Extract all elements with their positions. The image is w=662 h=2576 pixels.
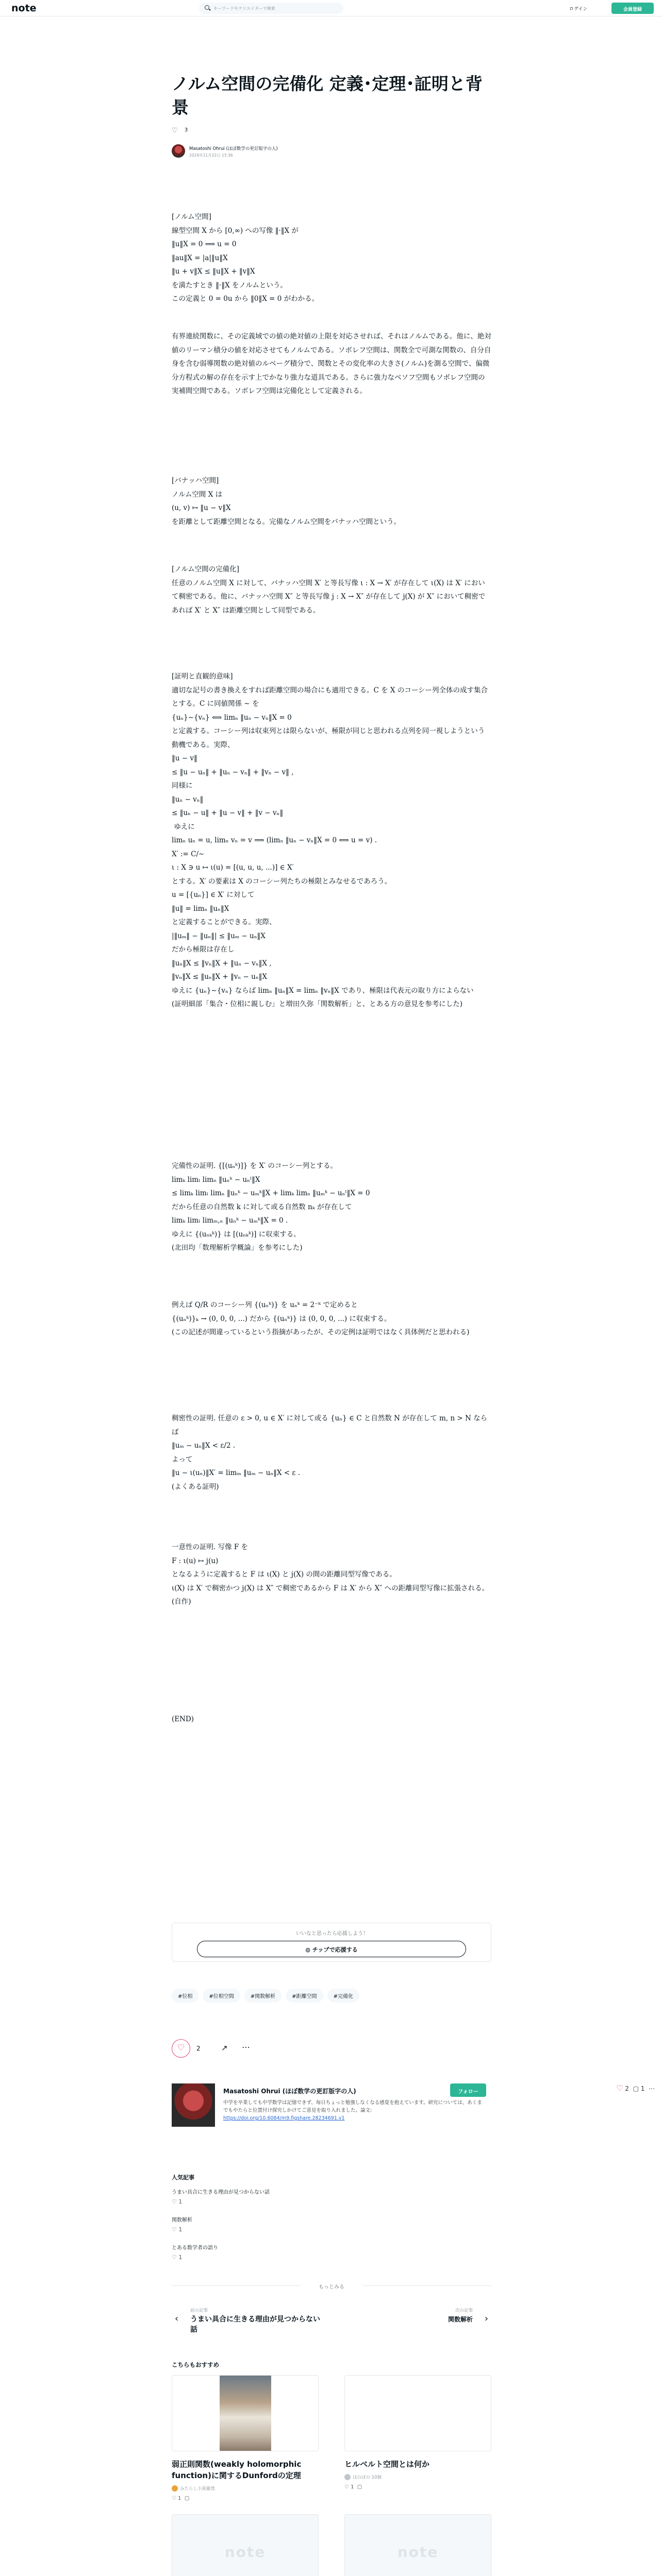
heart-icon[interactable]: ♡	[172, 127, 178, 134]
section-example: 例えば Q/R のコーシー列 {(uₙᵏ)} を uₙᵏ = 2⁻ᵏ で定めると {(uₙᵏ)}ₖ → (0, 0, 0, ...) だから {(uₙᵏ)} は (0, 0, 0, ...) に収束する。 (この記述が間違っているという指摘があったが、その定例は証明ではなく具体例だと思われる)	[172, 1301, 470, 1336]
card-likes: ♡ 1 ▢	[344, 2484, 362, 2490]
article-end: (END)	[172, 1715, 194, 1723]
previous-title: うまい具合に生きる理由が見つからない話	[190, 2315, 320, 2334]
avatar	[172, 2485, 178, 2492]
more-options-icon[interactable]: ⋯	[242, 2042, 251, 2052]
note-watermark: note	[397, 2544, 439, 2561]
tip-icon: ◍	[305, 1946, 312, 1953]
previous-label: 前の記事	[190, 2308, 208, 2313]
popular-article-title: うまい具合に生きる理由が見つからない話	[172, 2190, 270, 2195]
like-count: 2	[196, 2045, 201, 2052]
support-box	[172, 1923, 491, 1962]
thumbnail-photo	[220, 2376, 271, 2451]
profile-bio-text: 中学を卒業しても中学数学は記憶できず、毎日ちょっと勉強しなくなる感覚を抱えています。研究については、あくまでもやたらと位置付け探究しかけてご意見を取り入れました。論文:	[223, 2100, 482, 2113]
card-thumbnail	[344, 2375, 491, 2451]
card-thumbnail	[344, 2514, 491, 2576]
article-actions	[172, 2039, 491, 2060]
card-likes: ♡ 1 ▢	[172, 2496, 190, 2501]
recommendation-card[interactable]	[172, 2514, 319, 2576]
popular-article-title: とある数学者の語り	[172, 2245, 218, 2251]
author-profile-card	[172, 2083, 491, 2156]
chevron-left-icon: ‹	[175, 2313, 179, 2324]
like-count: 1	[178, 2496, 181, 2501]
search-icon	[205, 5, 209, 10]
more-options-icon[interactable]: ⋯	[649, 2085, 655, 2092]
heart-icon[interactable]: ♡	[616, 2083, 623, 2093]
section-completion: [ノルム空間の完備化] 任意のノルム空間 X に対して、バナッハ空間 X′ と等長写像 ι : X → X′ が存在して ι(X) は X′ において稠密である。他に、バナッハ空間 X″ と等長写像 j : X → X″ が存在して j(X) が X″ において稠密であれば X′ と X″ は距離空間として同型である。	[172, 565, 486, 615]
card-title: ヒルベルト空間とは何か	[344, 2460, 430, 2469]
list-item[interactable]	[172, 2243, 491, 2261]
card-author-name: ほのぼの 10個	[353, 2475, 382, 2480]
section-banach-space: [バナッハ空間] ノルム空間 X は (u, v) ↦ ‖u − v‖X を距離として距離空間となる。完備なノルム空間をバナッハ空間という。	[172, 477, 401, 526]
note-watermark: note	[224, 2544, 266, 2561]
tag-list	[172, 1989, 491, 2003]
like-count: 1	[178, 2226, 183, 2233]
avatar[interactable]	[172, 144, 185, 158]
profile-bio	[223, 2099, 486, 2122]
recommendation-card[interactable]	[344, 2375, 491, 2490]
recommendation-card[interactable]	[172, 2375, 319, 2501]
section-uniqueness: 一意性の証明. 写像 F を F : ι(u) ↦ j(u) となるように定義すると F は ι(X) と j(X) の間の距離同型写像である。 ι(X) は X′ で稠密かつ j(X) は X″ で稠密であるから F は X′ から X″ への距離同型写像に拡張される。 (自作)	[172, 1543, 489, 1606]
popular-like: ♡ 1	[172, 2254, 183, 2261]
popular-article-title: 関数解析	[172, 2217, 192, 2223]
author-info	[172, 144, 481, 160]
show-more-link[interactable]: もっとみる	[319, 2284, 344, 2290]
top-bar	[0, 0, 662, 16]
next-title: 関数解析	[448, 2316, 473, 2323]
signup-button[interactable]: 会員登録	[611, 3, 654, 14]
profile-doi-link[interactable]: https://doi.org/10.6084/m9.figshare.28234691.v1	[223, 2115, 345, 2121]
article-title: ノルム空間の完備化 定義･定理･証明と背景	[172, 74, 483, 117]
search-placeholder: キーワードやクリエイターで検索	[213, 6, 275, 11]
next-label: 次の記事	[455, 2308, 473, 2313]
section-proof: [証明と直観的意味] 適切な記号の書き換えをすれば距離空間の場合にも適用できる。C を X のコーシー列全体の成す集合とする。C に同値関係 ∼ を {uₙ}∼{vₙ} ⟺ limₙ ‖uₙ − vₙ‖X = 0 と定義する。コーシー列は収束列とは限らないが、極限が同じと思われる点列を同一視しようという動機である。実際、 ‖u − v‖ ≤ ‖u − uₙ‖ + ‖uₙ − vₙ‖ + ‖vₙ − v‖ , 同様に ‖uₙ − vₙ‖ ≤ ‖uₙ − u‖ + ‖u − v‖ + ‖v − vₙ‖ ゆえに limₙ uₙ = u, limₙ vₙ = v ⟹ (limₙ ‖uₙ − vₙ‖X = 0 ⟺ u = v) . X′ := C/∼ ι : X ∋ u ↦ ι(u) = [(u, u, u, ...)] ∈ X′ とする。X′ の要素は X のコーシー列たちの極限とみなせるであろう。 u = [{uₙ}] ∈ X′ に対して ‖u‖ = limₙ ‖uₙ‖X と定義することができる。実際、 |‖uₘ‖ − ‖uₙ‖| ≤ ‖uₘ − uₙ‖X だから極限は存在し ‖uₙ‖X ≤ ‖vₙ‖X + ‖uₙ − vₙ‖X , ‖vₙ‖X ≤ ‖uₙ‖X + ‖vₙ − uₙ‖X ゆえに {uₙ}∼{vₙ} ならば limₙ ‖uₙ‖X = limₙ ‖vₙ‖X であり、極限は代表元の取り方によらない (証明細部「集合・位相に親しむ」と増田久弥「関数解析」と、とある方の意見を参考にした)	[172, 672, 488, 1008]
recommendation-card[interactable]	[344, 2514, 491, 2576]
profile-name[interactable]: Masatoshi Ohrui (ほぼ数学の更訂版字の人)	[223, 2088, 356, 2095]
note-logo[interactable]: note	[11, 3, 37, 14]
float-comment-count: 1	[640, 2085, 645, 2092]
tag[interactable]: #完備化	[327, 1989, 359, 2003]
like-count: 1	[351, 2484, 354, 2490]
publish-date: 2024年11月22日 15:36	[189, 153, 233, 158]
avatar	[344, 2474, 351, 2480]
like-button[interactable]	[172, 2039, 190, 2058]
card-thumbnail	[172, 2375, 319, 2451]
card-thumbnail	[172, 2514, 319, 2576]
heart-icon: ♡	[177, 2043, 185, 2053]
search-input[interactable]	[199, 3, 343, 14]
comment-icon[interactable]: ▢	[633, 2085, 639, 2092]
section-remark: 有界連続関数に、その定義域での値の絶対値の上限を対応させれば、それはノルムである。他に、絶対値のリーマン積分の値を対応させてもノルムである。ソボレフ空間は、関数全で可測な関数の、自分自身を含む弱導関数の絶対値のルベーグ積分で、関数とその変化率の大きさ(ノルム)を測る空間で、偏微分方程式の解の存在を示す上でかなり強力な道具である。さらに強力なベソフ空間もソボレフ空間の実補間空間である。ソボレフ空間は完備化として定義される。	[172, 332, 491, 395]
follow-button[interactable]: フォロー	[450, 2083, 486, 2097]
card-author	[344, 2474, 491, 2480]
list-item[interactable]	[172, 2215, 491, 2233]
card-author	[172, 2485, 319, 2492]
login-link[interactable]: ログイン	[569, 7, 588, 12]
floating-actions	[616, 2083, 655, 2093]
share-icon[interactable]: ↗	[221, 2043, 228, 2053]
chevron-right-icon: ›	[484, 2313, 488, 2324]
section-norm-space: [ノルム空間] 線型空間 X から [0,∞) への写像 ‖·‖X が ‖u‖X = 0 ⟹ u = 0 ‖au‖X = |a|‖u‖X ‖u + v‖X ≤ ‖u‖X + ‖v‖X を満たすとき ‖·‖X をノルムという。 この定義と 0 = 0u から ‖0‖X = 0 がわかる。	[172, 213, 319, 303]
popular-like: ♡ 1	[172, 2198, 183, 2205]
like-count: 1	[178, 2254, 183, 2261]
popular-like: ♡ 1	[172, 2226, 183, 2233]
tag[interactable]: #関数解析	[244, 1989, 282, 2003]
avatar[interactable]	[172, 2083, 215, 2127]
support-title: いいなと思ったら応援しよう！	[296, 1931, 368, 1937]
float-like-count: 2	[625, 2085, 629, 2092]
tip-button-label: チップで応援する	[312, 1946, 358, 1953]
card-title: 弱正則関数(weakly holomorphic function)に関するDunfordの定理	[172, 2460, 302, 2480]
recommendations-title: こちらもおすすめ	[172, 2361, 220, 2368]
like-count: 1	[178, 2198, 183, 2205]
card-author-name: みたらし小説雑貨	[180, 2486, 216, 2492]
popular-articles-title: 人気記事	[172, 2174, 194, 2181]
section-density: 稠密性の証明. 任意の ε > 0, u ∈ X′ に対して或る {uₙ} ∈ C と自然数 N が存在して m, n > N ならば ‖uₘ − uₙ‖X < ε/2 . よって ‖u − ι(uₙ)‖X′ = limₘ ‖uₘ − uₙ‖X < ε . (よくある証明)	[172, 1414, 488, 1491]
list-item[interactable]	[172, 2188, 491, 2205]
tag[interactable]: #位相	[172, 1989, 198, 2003]
tip-button[interactable]	[197, 1941, 466, 1957]
section-completeness: 完備性の証明. {[(uₙᵏ)]} を X′ のコーシー列とする。 limₖ limₗ limₙ ‖uₙᵏ − uₙˡ‖X ≤ limₖ limₗ limₙ ‖uₙᵏ − uₘᵏ‖X + limₖ limₙ ‖uₘᵏ − uₙˡ‖X = 0 だから任意の自然数 k に対して或る自然数 nₖ が存在して limₖ limₗ limₘ,ₙ ‖uₙᵏ − uₘᵏ‖X = 0 . ゆえに {(uₙₖᵏ)} は [(uₙₖᵏ)] に収束する。 (北田均「数理解析学概論」を参考にした)	[172, 1162, 370, 1252]
article-like-summary	[172, 127, 188, 134]
tag[interactable]: #位相空間	[203, 1989, 240, 2003]
author-name[interactable]: Masatoshi Ohrui (ほぼ数学の更訂版字の人)	[189, 146, 278, 151]
like-count: 3	[184, 127, 188, 133]
tag[interactable]: #距離空間	[286, 1989, 323, 2003]
